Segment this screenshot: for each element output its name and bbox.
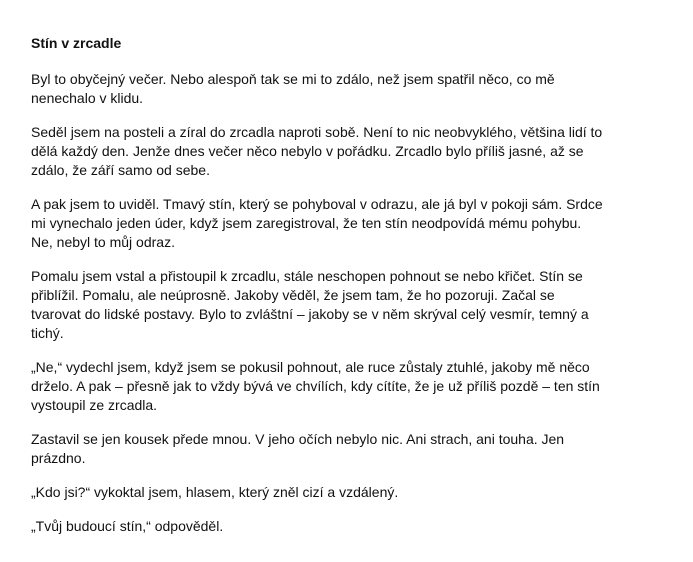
paragraph xyxy=(31,267,681,343)
paragraph-line: „Tvůj budoucí stín,“ odpověděl. xyxy=(31,518,224,534)
paragraph-line: tvarovat do lidské postavy. Bylo to zvláštní – jakoby se v něm skrýval celý vesmír, temný a xyxy=(31,306,589,322)
paragraph-line: Ne, nebyl to můj odraz. xyxy=(31,234,175,250)
paragraph-line: mi vynechalo jeden úder, když jsem zaregistroval, že ten stín neodpovídá mému pohybu. xyxy=(31,215,582,231)
paragraph-line: vystoupil ze zrcadla. xyxy=(31,397,158,413)
paragraph xyxy=(31,195,681,252)
paragraph-line: přiblížil. Pomalu, ale neúprosně. Jakoby věděl, že jsem tam, že ho pozoruji. Začal se xyxy=(31,287,555,303)
paragraph xyxy=(31,123,681,180)
paragraph-line: Seděl jsem na posteli a zíral do zrcadla naproti sobě. Není to nic neobvyklého, většina lidí to xyxy=(31,124,603,140)
document-title: Stín v zrcadle xyxy=(31,35,122,51)
paragraph-line: Pomalu jsem vstal a přistoupil k zrcadlu, stále neschopen pohnout se nebo křičet. Stín se xyxy=(31,268,583,284)
paragraph xyxy=(31,70,681,108)
paragraph xyxy=(31,358,681,415)
paragraph xyxy=(31,483,681,502)
paragraph-line: „Kdo jsi?“ vykoktal jsem, hlasem, který zněl cizí a vzdálený. xyxy=(31,484,399,500)
paragraphs xyxy=(31,70,681,536)
paragraph-line: drželo. A pak – přesně jak to vždy bývá ve chvílích, kdy cítíte, že je už příliš pozdě – ten stín xyxy=(31,378,600,394)
paragraph-line: „Ne,“ vydechl jsem, když jsem se pokusil pohnout, ale ruce zůstaly ztuhlé, jakoby mě něco xyxy=(31,359,590,375)
paragraph xyxy=(31,430,681,468)
document-body xyxy=(31,34,681,551)
paragraph-line: zdálo, že září samo od sebe. xyxy=(31,162,210,178)
paragraph-line: Byl to obyčejný večer. Nebo alespoň tak se mi to zdálo, než jsem spatřil něco, co mě xyxy=(31,71,555,87)
paragraph-line: tichý. xyxy=(31,325,64,341)
paragraph-line: dělá každý den. Jenže dnes večer něco nebylo v pořádku. Zrcadlo bylo příliš jasné, až se xyxy=(31,143,584,159)
paragraph-line: nenechalo v klidu. xyxy=(31,90,144,106)
paragraph-line: prázdno. xyxy=(31,450,86,466)
paragraph xyxy=(31,517,681,536)
paragraph-line: A pak jsem to uviděl. Tmavý stín, který se pohyboval v odrazu, ale já byl v pokoji sám. Srdce xyxy=(31,196,603,212)
paragraph-line: Zastavil se jen kousek přede mnou. V jeho očích nebylo nic. Ani strach, ani touha. Jen xyxy=(31,431,565,447)
